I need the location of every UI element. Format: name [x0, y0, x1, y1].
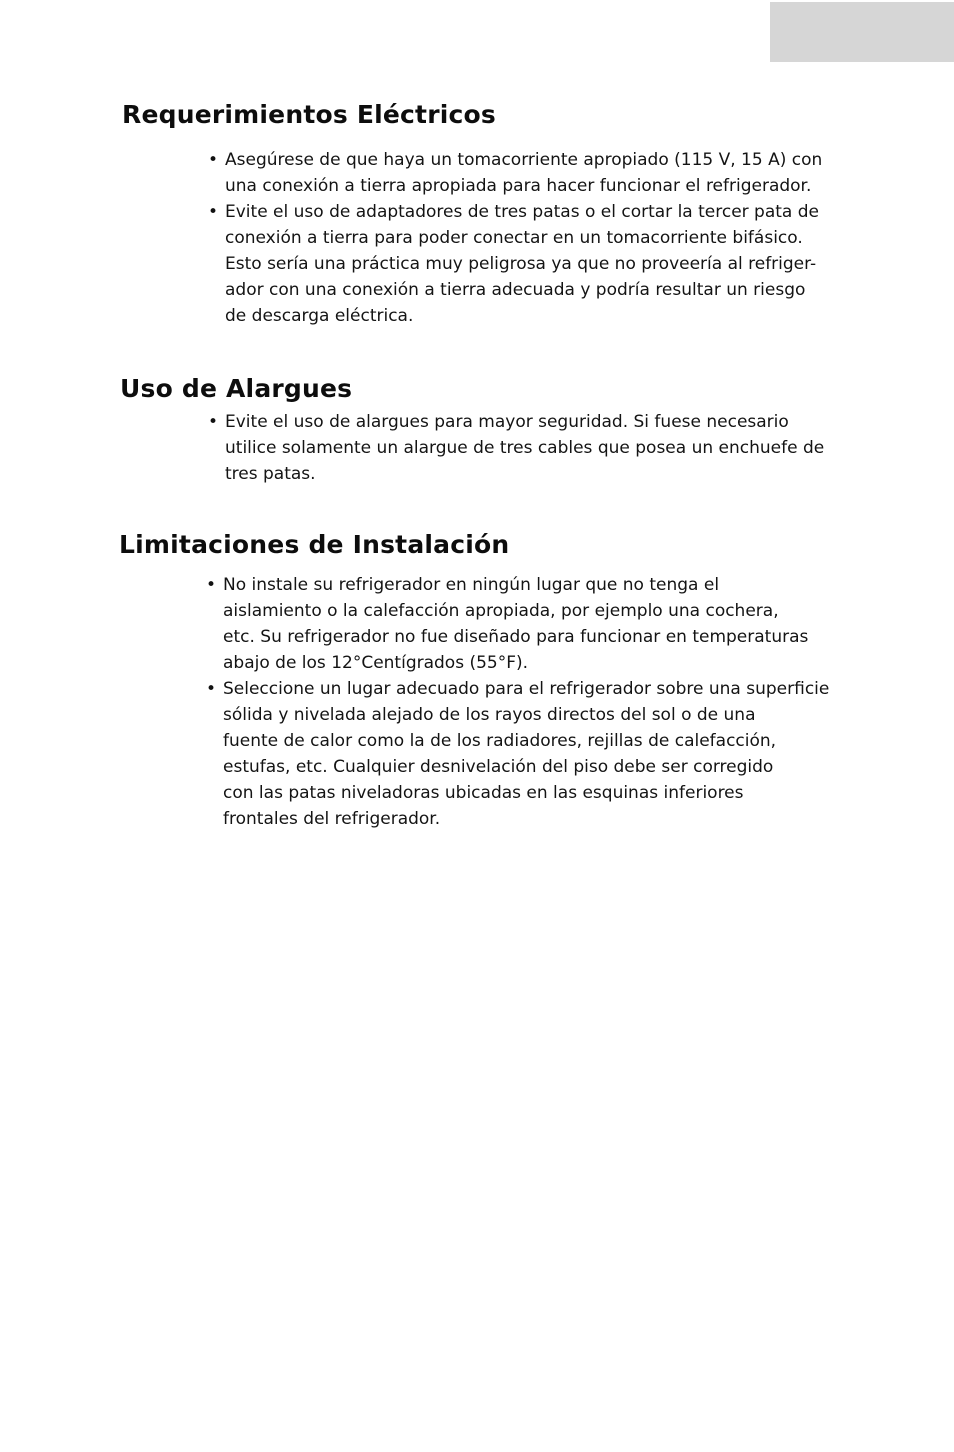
- text-line: ador con una conexión a tierra adecuada y podría resultar un riesgo: [225, 280, 806, 300]
- text-line: sólida y nivelada alejado de los rayos directos del sol o de una: [223, 705, 756, 725]
- text-line: Seleccione un lugar adecuado para el refrigerador sobre una superficie: [223, 679, 830, 699]
- bullet-list: [206, 572, 954, 832]
- text-line: estufas, etc. Cualquier desnivelación del piso debe ser corregido: [223, 757, 774, 777]
- text-line: No instale su refrigerador en ningún lugar que no tenga el: [223, 575, 720, 595]
- list-item: [206, 572, 954, 676]
- text-line: utilice solamente un alargue de tres cables que posea un enchuefe de: [225, 438, 825, 458]
- section-electrical-requirements: [0, 100, 954, 329]
- text-line: etc. Su refrigerador no fue diseñado para funcionar en temperaturas: [223, 627, 809, 647]
- text-line: conexión a tierra para poder conectar en un tomacorriente bifásico.: [225, 228, 803, 248]
- text-line: fuente de calor como la de los radiadores, rejillas de calefacción,: [223, 731, 777, 751]
- bullet-icon: •: [206, 575, 217, 595]
- section-heading: Limitaciones de Instalación: [119, 530, 510, 559]
- section-extension-cords: [0, 374, 954, 487]
- section-installation-limitations: [0, 530, 954, 832]
- text-line: una conexión a tierra apropiada para hacer funcionar el refrigerador.: [225, 176, 812, 196]
- section-heading: Uso de Alargues: [120, 374, 353, 403]
- section-heading: Requerimientos Eléctricos: [122, 100, 496, 129]
- list-item: [208, 409, 954, 487]
- bullet-icon: •: [208, 412, 219, 432]
- text-line: tres patas.: [225, 464, 316, 484]
- bullet-icon: •: [206, 679, 217, 699]
- bullet-list: [208, 147, 954, 329]
- text-line: Evite el uso de adaptadores de tres patas o el cortar la tercer pata de: [225, 202, 819, 222]
- bullet-icon: •: [208, 202, 219, 222]
- list-item: [206, 676, 954, 832]
- text-line: Evite el uso de alargues para mayor seguridad. Si fuese necesario: [225, 412, 789, 432]
- text-line: con las patas niveladoras ubicadas en las esquinas inferiores: [223, 783, 744, 803]
- list-item: [208, 199, 954, 329]
- text-line: frontales del refrigerador.: [223, 809, 441, 829]
- list-item: [208, 147, 954, 199]
- bullet-icon: •: [208, 150, 219, 170]
- text-line: Esto sería una práctica muy peligrosa ya que no proveería al refriger-: [225, 254, 817, 274]
- text-line: de descarga eléctrica.: [225, 306, 414, 326]
- bullet-list: [208, 409, 954, 487]
- text-line: aislamiento o la calefacción apropiada, por ejemplo una cochera,: [223, 601, 779, 621]
- text-line: abajo de los 12°Centígrados (55°F).: [223, 653, 529, 673]
- page-corner-tab: [770, 2, 954, 62]
- text-line: Asegúrese de que haya un tomacorriente apropiado (115 V, 15 A) con: [225, 150, 823, 170]
